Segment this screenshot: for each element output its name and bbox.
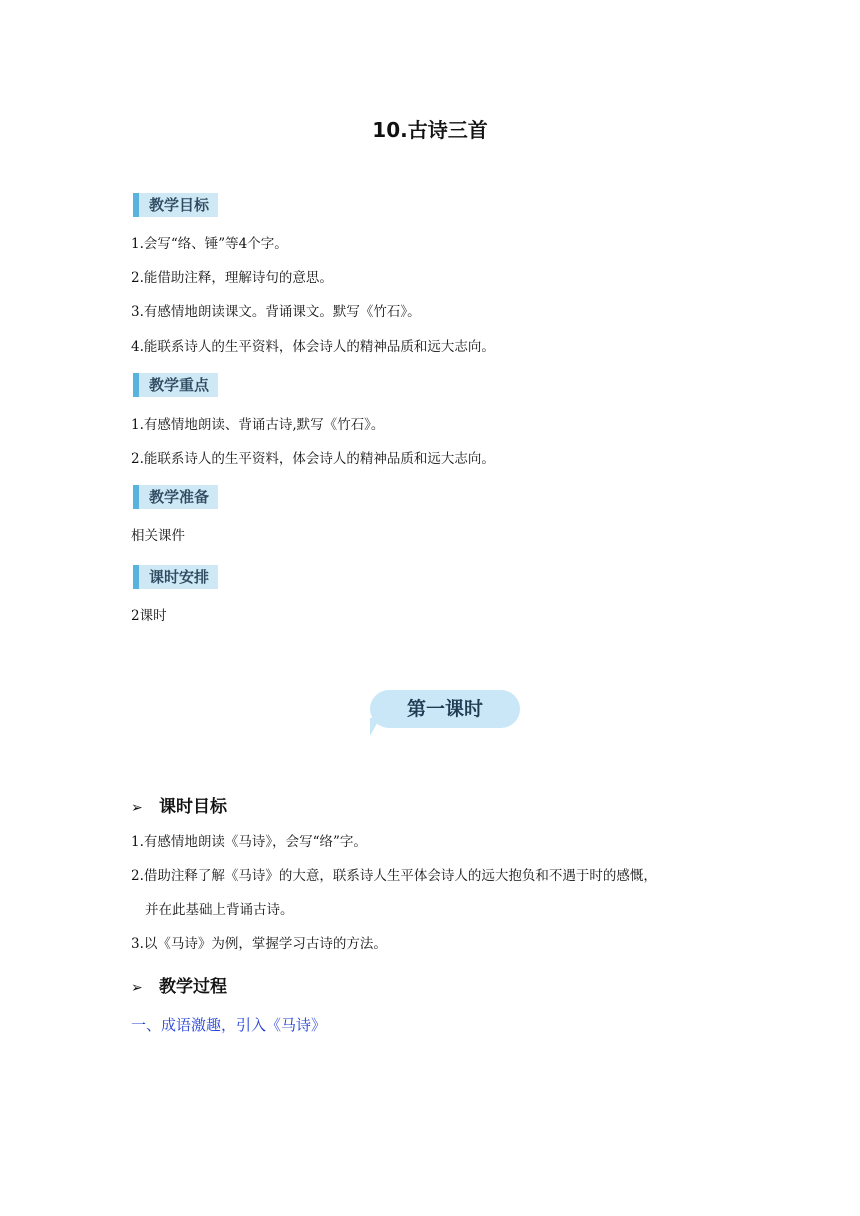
key-point-item: 1.有感情地朗读、背诵古诗,默写《竹石》。 — [131, 417, 385, 433]
section-label-key-points: 教学重点 — [133, 373, 218, 397]
process-heading-text: 教学过程 — [159, 977, 227, 997]
schedule-text: 2课时 — [131, 608, 167, 624]
preparation-text: 相关课件 — [131, 528, 185, 544]
key-point-item: 2.能联系诗人的生平资料，体会诗人的精神品质和远大志向。 — [131, 451, 495, 467]
arrow-bullet-icon: ➢ — [131, 800, 143, 816]
section-label-preparation: 教学准备 — [133, 485, 218, 509]
section-label-schedule: 课时安排 — [133, 565, 218, 589]
objectives-heading-text: 课时目标 — [159, 797, 227, 817]
objective-item: 1.有感情地朗读《马诗》，会写“络”字。 — [131, 834, 367, 850]
process-heading — [131, 972, 227, 997]
page-title: 10.古诗三首 — [372, 118, 488, 142]
section-label-goals: 教学目标 — [133, 193, 218, 217]
goal-item: 1.会写“络、锤”等4个字。 — [131, 236, 288, 252]
objectives-heading — [131, 792, 227, 817]
lesson-badge: 第一课时 — [370, 690, 520, 728]
objective-item-continued: 并在此基础上背诵古诗。 — [145, 902, 294, 918]
objective-item: 3.以《马诗》为例，掌握学习古诗的方法。 — [131, 936, 387, 952]
goal-item: 3.有感情地朗读课文。背诵课文。默写《竹石》。 — [131, 304, 421, 320]
arrow-bullet-icon: ➢ — [131, 980, 143, 996]
goal-item: 2.能借助注释，理解诗句的意思。 — [131, 270, 333, 286]
objective-item: 2.借助注释了解《马诗》的大意，联系诗人生平体会诗人的远大抱负和不遇于时的感慨， — [131, 868, 657, 884]
goal-item: 4.能联系诗人的生平资料，体会诗人的精神品质和远大志向。 — [131, 339, 495, 355]
step-one-heading: 一、成语激趣，引入《马诗》 — [131, 1016, 327, 1034]
